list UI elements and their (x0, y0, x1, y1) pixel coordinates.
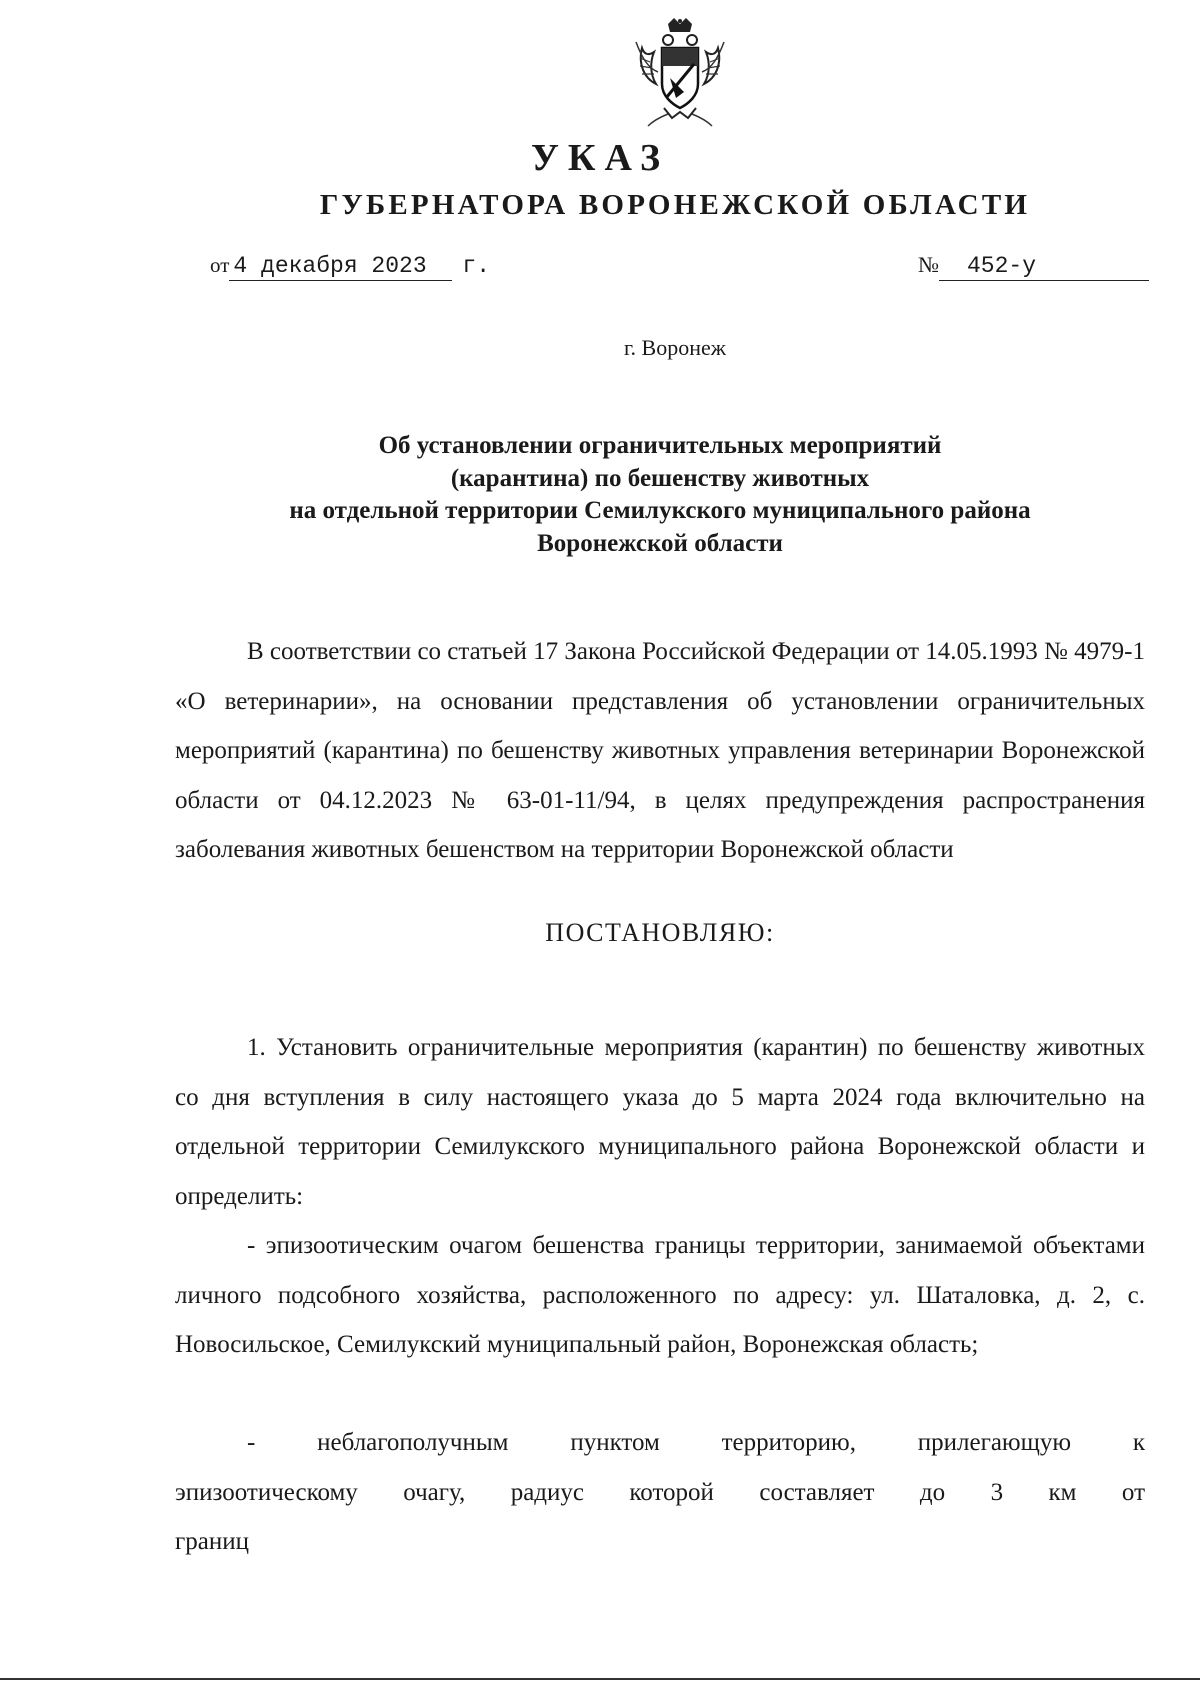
document-number (918, 252, 1149, 281)
title-line: Об установлении ограничительных мероприятий (378, 432, 942, 459)
document-issuer-heading: ГУБЕРНАТОРА ВОРОНЕЖСКОЙ ОБЛАСТИ (319, 189, 1031, 221)
title-line: на отдельной территории Семилукского муниципального района (289, 497, 1031, 524)
number-sign: № (918, 252, 939, 277)
coat-of-arms-icon (628, 18, 732, 128)
number-value: 452-у (939, 253, 1149, 281)
title-line: (карантина) по бешенству животных (450, 464, 870, 492)
item-1-paragraph: 1. Установить ограничительные мероприятия (карантин) по бешенству животных со дня вступления в силу настоящего указа до 5 марта 2024 года включительно на отдельной территории Семилукского муниципального района Воронежской области и определить: (175, 1034, 1145, 1210)
item-1a-paragraph: - эпизоотическим очагом бешенства границы территории, занимаемой объектами личного подсобного хозяйства, расположенного по адресу: ул. Шаталовка, д. 2, с. Новосильское, Семилукский муниципальный район, Воронежская область; (175, 1232, 1145, 1358)
date-suffix: г. (462, 253, 491, 279)
preamble-paragraph: В соответствии со статьей 17 Закона Российской Федерации от 14.05.1993 № 4979-1 «О ветеринарии», на основании представления об установлении ограничительных мероприятий (карантина) по бешенству животных управления ветеринарии Воронежской области от 04.12.2023 № 63-01-11/94, в целях предупреждения распространения заболевания животных бешенством на территории Воронежской области (175, 638, 1145, 863)
decree-word: ПОСТАНОВЛЯЮ: (545, 918, 775, 947)
item-1b-paragraph: - неблагополучным пунктом территорию, прилегающую к эпизоотическому очагу, радиус которой составляет до 3 км от границ (175, 1429, 1145, 1555)
document-title (175, 430, 1145, 560)
page-bottom-rule (0, 1678, 1200, 1680)
date-prefix: от (210, 253, 230, 277)
date-value: 4 декабря 2023 (229, 253, 452, 281)
document-city: г. Воронеж (624, 335, 726, 360)
document-date (210, 252, 490, 281)
title-line: Воронежской области (537, 529, 783, 557)
document-type-heading: УКАЗ (531, 137, 669, 179)
